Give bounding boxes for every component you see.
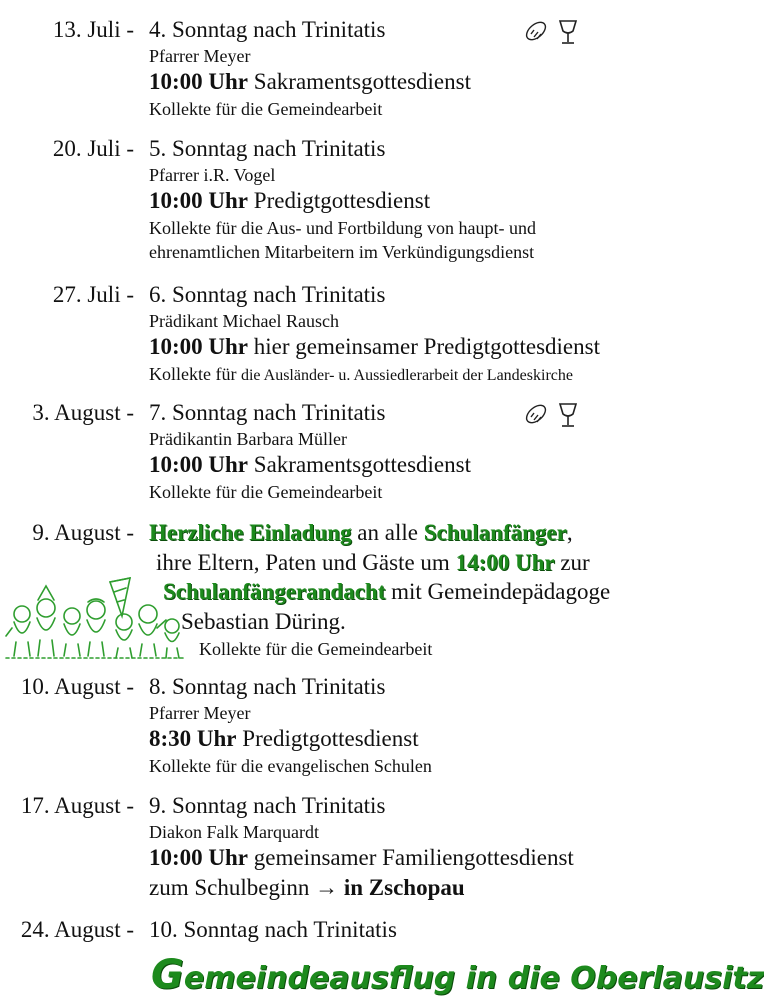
entry-service [149,186,669,216]
invite-line-2 [156,549,590,577]
location-text: zum Schulbeginn → [149,875,344,900]
entry-pastor: Prädikant Michael Rausch [149,311,339,331]
invite-highlight: Schulanfänger [423,520,567,545]
service-type: Sakramentsgottesdienst [248,69,471,94]
location-place: in Zschopau [343,875,465,900]
chalice-icon [557,401,579,429]
entry-collect: Kollekte für die Gemeindearbeit [199,639,433,659]
entry-collect: Kollekte für die Aus- und Fortbildung von haupt- und [149,218,536,238]
service-time: 10:00 Uhr [149,845,249,870]
entry-collect-continued: ehrenamtlichen Mitarbeitern im Verkündigungsdienst [149,242,535,262]
entry-title: 4. Sonntag nach Trinitatis [149,17,386,42]
bread-icon [523,18,549,44]
invite-text: , [566,520,573,545]
entry-location [149,873,669,903]
entry-date: 20. Juli - [52,136,134,161]
entry-date: 10. August - [20,674,134,699]
headline-rest: emeindeausflug in die Oberlausitz [183,961,764,996]
entry-date: 13. Juli - [52,17,134,42]
service-time: 8:30 Uhr [149,726,237,751]
invite-text: zur [554,550,590,575]
entry-body [149,135,669,264]
entry-pastor: Pfarrer Meyer [149,46,251,66]
communion-icons [523,18,579,46]
entry-service [149,843,669,873]
entry-collect: Kollekte für die Gemeindearbeit [149,99,383,119]
service-type: Predigtgottesdienst [236,726,419,751]
invite-text: ihre Eltern, Paten und Gäste um [156,550,456,575]
invite-line-1 [149,519,573,547]
invite-highlight: Schulanfängerandacht [163,579,386,604]
entry-title: 10. Sonntag nach Trinitatis [149,917,397,942]
entry-title: 5. Sonntag nach Trinitatis [149,136,386,161]
service-type: Sakramentsgottesdienst [248,452,471,477]
entry-collect: Kollekte für die Gemeindearbeit [149,482,383,502]
entry-service [149,332,669,362]
entry-body [149,916,669,944]
entry-date: 17. August - [20,793,134,818]
collect-purpose: die Ausländer- u. Aussiedlerarbeit der Landeskirche [240,367,573,384]
invite-line-4: Sebastian Düring. [181,609,346,634]
entry-service [149,450,669,480]
entry-pastor: Diakon Falk Marquardt [149,822,319,842]
entry-pastor: Pfarrer i.R. Vogel [149,165,276,185]
entry-title: 7. Sonntag nach Trinitatis [149,400,386,425]
entry-date: 27. Juli - [52,282,134,307]
invite-highlight: Herzliche Einladung [149,520,352,545]
entry-date: 24. August - [20,917,134,942]
entry-service [149,67,669,97]
entry-pastor: Prädikantin Barbara Müller [149,429,347,449]
entry-date: 3. August - [32,400,134,425]
invite-time: 14:00 Uhr [455,550,555,575]
entry-title: 9. Sonntag nach Trinitatis [149,793,386,818]
service-time: 10:00 Uhr [149,69,249,94]
invite-text: mit Gemeindepädagoge [385,579,611,604]
trip-headline [151,952,764,999]
invite-text: an alle [351,520,424,545]
entry-body [149,792,669,903]
entry-date: 9. August - [32,520,134,545]
entry-body [149,399,669,504]
service-time: 10:00 Uhr [149,452,249,477]
invite-line-3 [163,578,610,606]
service-type: hier gemeinsamer Predigtgottesdienst [248,334,600,359]
entry-body [149,16,669,121]
collect-prefix: Kollekte für [149,364,241,384]
headline-initial: G [151,952,184,998]
children-illustration [4,572,188,660]
bread-icon [523,401,549,427]
service-time: 10:00 Uhr [149,334,249,359]
entry-title: 6. Sonntag nach Trinitatis [149,282,386,307]
entry-collect: Kollekte für die evangelischen Schulen [149,756,432,776]
entry-title: 8. Sonntag nach Trinitatis [149,674,386,699]
entry-body [149,673,669,778]
entry-body [149,281,669,388]
entry-pastor: Pfarrer Meyer [149,703,251,723]
entry-collect [149,362,669,388]
communion-icons [523,401,579,429]
service-time: 10:00 Uhr [149,188,249,213]
chalice-icon [557,18,579,46]
service-type: Predigtgottesdienst [248,188,431,213]
entry-service [149,724,669,754]
service-type: gemeinsamer Familiengottesdienst [248,845,574,870]
